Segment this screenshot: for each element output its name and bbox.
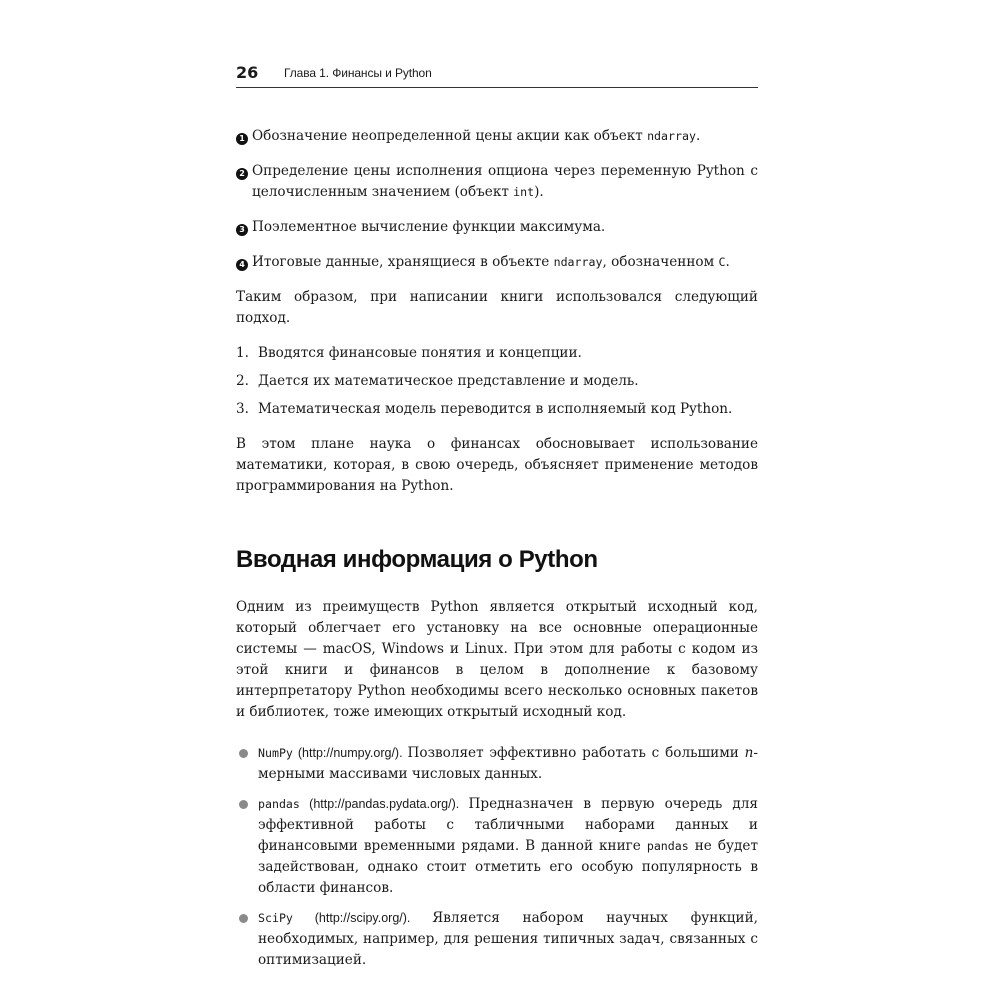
library-url-link[interactable]: http://pandas.pydata.org/: [313, 797, 452, 811]
callout-2: 2 Определение цены исполнения опциона через переменную Python с целочисленным значением (объект int).: [236, 161, 758, 203]
code-int: int: [513, 185, 535, 199]
code-ndarray: ndarray: [647, 129, 696, 143]
callout-marker-1: 1: [236, 133, 248, 145]
code-pandas: pandas: [646, 839, 689, 853]
code-callouts: [236, 126, 758, 273]
callout-1: 1 Обозначение неопределенной цены акции как объект ndarray.: [236, 126, 758, 147]
code-c: C: [718, 255, 726, 269]
library-item-pandas: pandas (http://pandas.pydata.org/). Предназначен в первую очередь для эффективной работы с табличными наборами данных и финансовыми временными рядами. В данной книге pandas не будет задействован, однако стоит отметить его особую популярность в области финансов.: [236, 794, 758, 899]
callout-marker-3: 3: [236, 224, 248, 236]
approach-steps: [236, 343, 758, 420]
section-intro: Одним из преимуществ Python является открытый исходный код, который облегчает его установку на все основные операционные системы — macOS, Windows и Linux. При этом для работы с кодом из этой книги и финансов в целом в дополнение к базовому интерпретатору Python необходимы всего несколько основных пакетов и библиотек, тоже имеющих открытый исходный код.: [236, 599, 758, 720]
page-body: [236, 126, 758, 971]
conclusion-paragraph: В этом плане наука о финансах обосновывает использование математики, которая, в свою очередь, объясняет применение методов программирования на Python.: [236, 436, 758, 494]
callout-3: 3 Поэлементное вычисление функции максимума.: [236, 217, 758, 238]
bullet-icon: [239, 914, 248, 923]
list-item: 3. Математическая модель переводится в исполняемый код Python.: [236, 401, 733, 417]
code-ndarray: ndarray: [553, 255, 603, 269]
library-item-numpy: NumPy (http://numpy.org/). Позволяет эффективно работать с большими n-мерными массивами числовых данных.: [236, 743, 758, 785]
library-name: pandas: [258, 797, 300, 811]
bullet-icon: [239, 800, 248, 809]
page-header: [236, 62, 758, 88]
book-page: [236, 62, 759, 968]
library-name: SciPy: [258, 911, 293, 925]
library-item-scipy: SciPy (http://scipy.org/). Является набором научных функций, необходимых, например, для решения типичных задач, связанных с оптимизацией.: [236, 908, 758, 971]
library-url-link[interactable]: http://numpy.org/: [302, 746, 395, 760]
chapter-running-head: Глава 1. Финансы и Python: [284, 66, 432, 80]
library-url-link[interactable]: http://scipy.org/: [318, 911, 403, 925]
callout-4: 4 Итоговые данные, хранящиеся в объекте ndarray, обозначенном C.: [236, 252, 758, 273]
bullet-icon: [239, 749, 248, 758]
library-name: NumPy: [258, 746, 293, 760]
callout-marker-2: 2: [236, 168, 248, 180]
page-number: 26: [236, 63, 259, 82]
section-heading: Вводная информация о Python: [236, 546, 598, 573]
callout-marker-4: 4: [236, 259, 248, 271]
list-item: 1. Вводятся финансовые понятия и концепции.: [236, 345, 582, 361]
library-list: [236, 743, 758, 971]
approach-intro: Таким образом, при написании книги использовался следующий подход.: [236, 289, 758, 326]
list-item: 2. Дается их математическое представление и модель.: [236, 373, 639, 389]
